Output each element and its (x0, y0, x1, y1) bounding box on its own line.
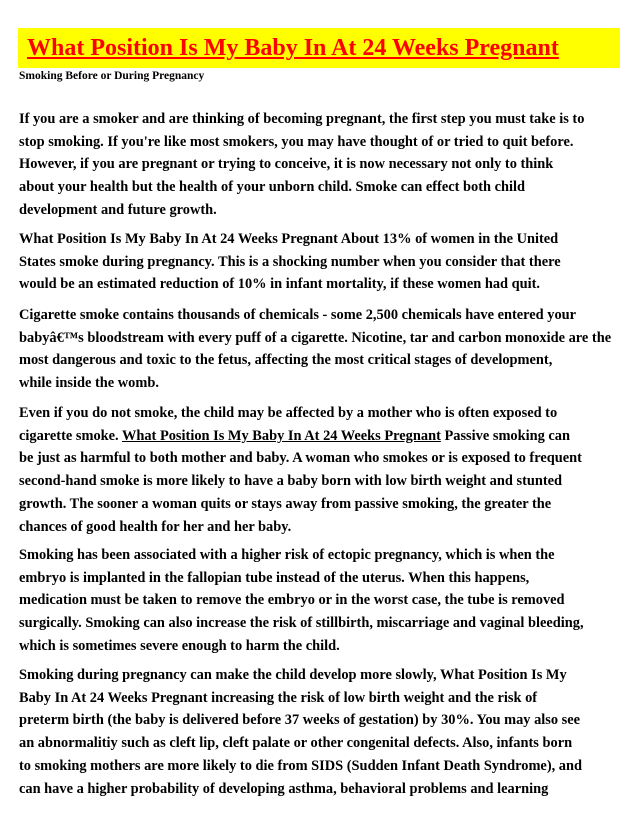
paragraph-line: What Position Is My Baby In At 24 Weeks Pregnant About 13% of women in the United (19, 231, 559, 247)
paragraph-line: However, if you are pregnant or trying to conceive, it is now necessary not only to think (19, 156, 554, 173)
paragraph-line: about your health but the health of your unborn child. Smoke can effect both child (19, 179, 525, 196)
paragraph-line: growth. The sooner a woman quits or stays away from passive smoking, the greater the (19, 495, 552, 512)
page-subtitle: Smoking Before or During Pregnancy (19, 70, 205, 82)
paragraph-line (19, 425, 638, 448)
paragraph-line: an abnormalitiy such as cleft lip, cleft palate or other congenital defects. Also, infants born (19, 735, 573, 752)
paragraph-line: chances of good health for her and her baby. (19, 518, 292, 535)
title-banner (18, 28, 620, 68)
paragraph-line: which is sometimes severe enough to harm the child. (19, 637, 340, 654)
paragraph-line: Smoking during pregnancy can make the child develop more slowly, What Position Is My (19, 667, 567, 683)
paragraph-line: development and future growth. (19, 201, 217, 218)
paragraph-line: babyâ€™s bloodstream with every puff of a cigarette. Nicotine, tar and carbon monoxide are the (19, 329, 612, 346)
inline-text: cigarette smoke. (19, 427, 122, 444)
paragraph-line: surgically. Smoking can also increase the risk of stillbirth, miscarriage and vaginal bleeding, (19, 615, 584, 632)
paragraph-line: can have a higher probability of developing asthma, behavioral problems and learning (19, 780, 549, 797)
paragraph-1 (19, 108, 638, 222)
paragraph-line: medication must be taken to remove the embryo or in the worst case, the tube is removed (19, 592, 565, 609)
paragraph-line: preterm birth (the baby is delivered before 37 weeks of gestation) by 30%. You may also see (19, 712, 581, 729)
paragraph-line: while inside the womb. (19, 375, 159, 392)
paragraph-line: stop smoking. If you're like most smokers, you may have thought of or tried to quit before. (19, 133, 574, 150)
paragraph-3 (19, 304, 638, 395)
paragraph-6 (19, 664, 638, 800)
paragraph-5 (19, 544, 638, 658)
title-link[interactable]: What Position Is My Baby In At 24 Weeks Pregnant (121, 427, 441, 444)
paragraph-line: Smoking has been associated with a higher risk of ectopic pregnancy, which is when the (19, 547, 555, 563)
paragraph-line: most dangerous and toxic to the fetus, affecting the most critical stages of development, (19, 352, 553, 369)
paragraph-line: If you are a smoker and are thinking of becoming pregnant, the first step you must take is to (19, 111, 585, 127)
paragraph-2 (19, 228, 638, 296)
paragraph-4 (19, 402, 638, 538)
paragraph-line: would be an estimated reduction of 10% in infant mortality, if these women had quit. (19, 276, 541, 293)
paragraph-line: Even if you do not smoke, the child may be affected by a mother who is often exposed to (19, 405, 558, 421)
paragraph-line: to smoking mothers are more likely to die from SIDS (Sudden Infant Death Syndrome), and (19, 757, 583, 774)
paragraph-line: Baby In At 24 Weeks Pregnant increasing the risk of low birth weight and the risk of (19, 689, 538, 706)
page-title: What Position Is My Baby In At 24 Weeks Pregnant (27, 35, 559, 61)
paragraph-line: be just as harmful to both mother and baby. A woman who smokes or is exposed to frequent (19, 450, 582, 467)
paragraph-line: States smoke during pregnancy. This is a shocking number when you consider that there (19, 253, 561, 270)
paragraph-line: embryo is implanted in the fallopian tube instead of the uterus. When this happens, (19, 569, 530, 586)
paragraph-line: Cigarette smoke contains thousands of chemicals - some 2,500 chemicals have entered your (19, 307, 577, 323)
paragraph-line: second-hand smoke is more likely to have a baby born with low birth weight and stunted (19, 473, 563, 490)
inline-text: Passive smoking can (440, 427, 571, 444)
